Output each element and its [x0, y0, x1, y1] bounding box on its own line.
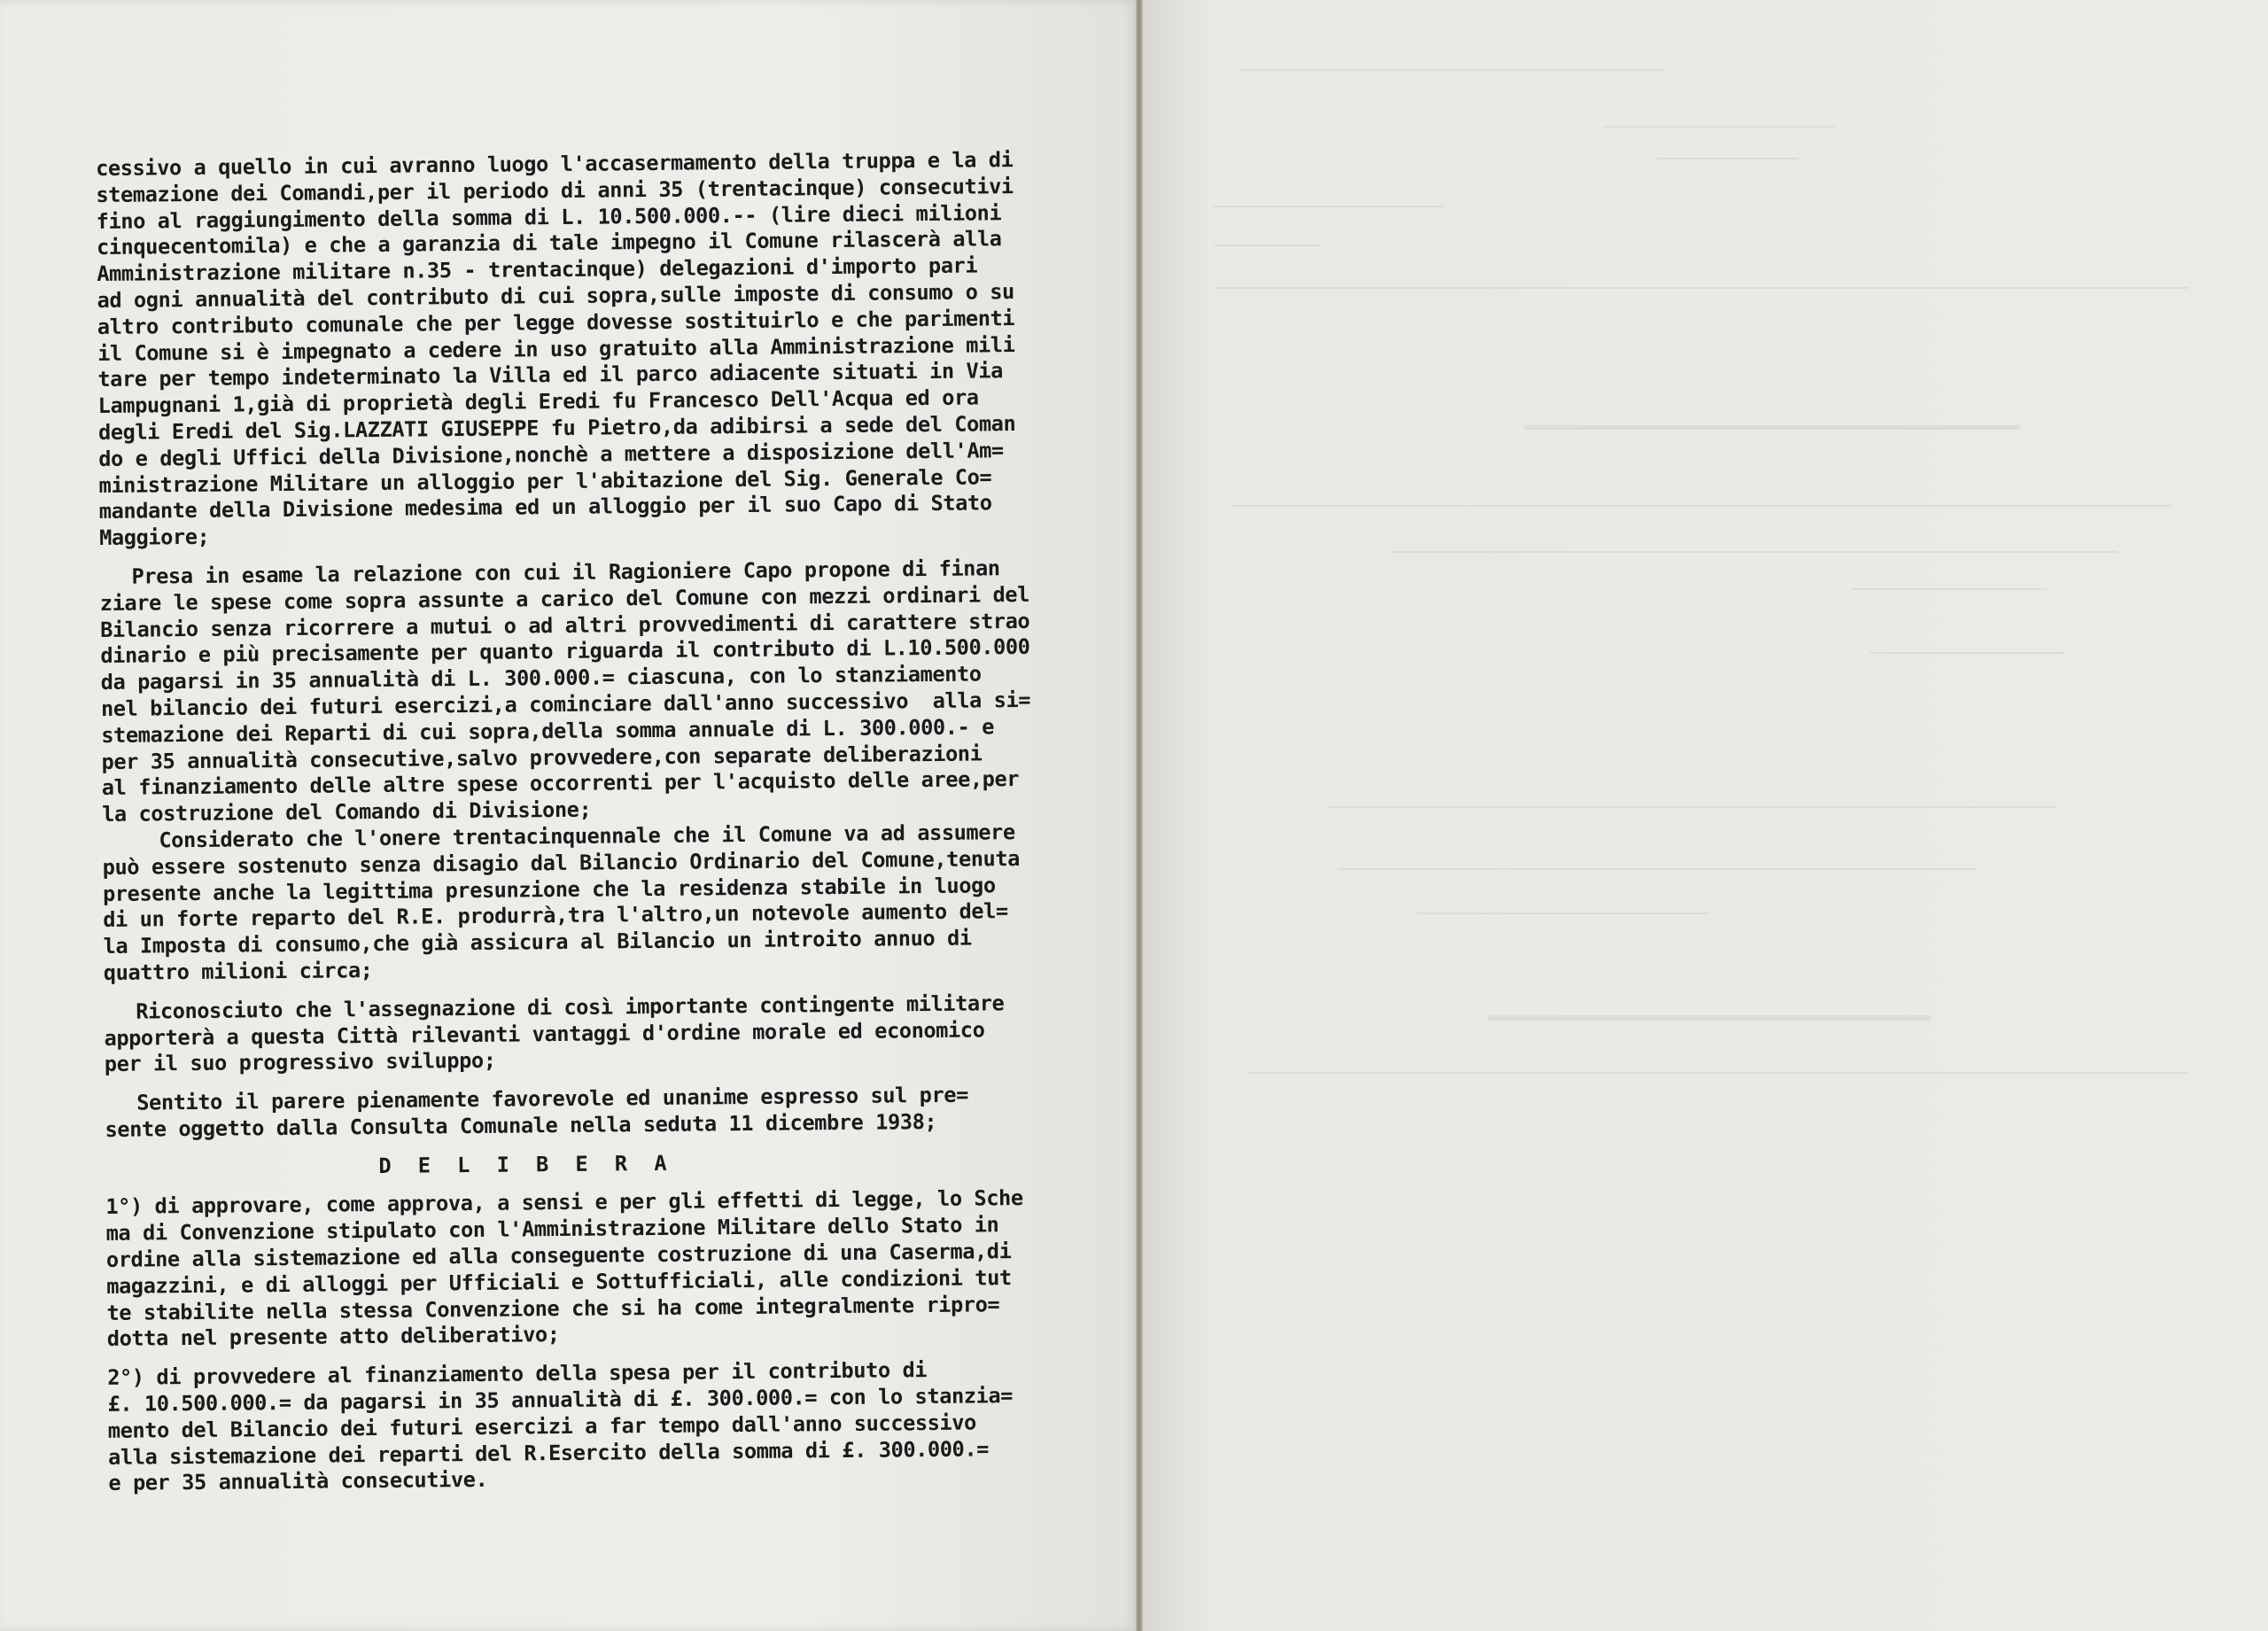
text-line: può essere sostenuto senza disagio dal Bilancio Ordinario del Comune,tenuta	[102, 845, 1021, 880]
show-through-mark	[1869, 652, 2064, 654]
text-line: 1°) di approvare, come approva, a sensi e per gli effetti di legge, lo Sche	[105, 1185, 1023, 1220]
paragraph-riconosciuto	[104, 990, 1123, 1078]
text-line: ministrazione Militare un alloggio per l'abitazione del Sig. Generale Co=	[98, 463, 992, 498]
text-line: 2°) di provvedere al finanziamento della spesa per il contributo di	[107, 1357, 928, 1391]
resolution-item-2	[107, 1355, 1127, 1497]
show-through-mark	[1338, 868, 1976, 870]
text-line: Bilancio senza ricorrere a mutui o ad altri provvedimenti di carattere strao	[99, 608, 1030, 642]
text-line: e per 35 annualità consecutive.	[108, 1467, 488, 1496]
text-line: te stabilite nella stessa Convenzione che si ha come integralmente ripro=	[106, 1291, 1000, 1325]
text-line: la costruzione del Comando di Divisione;	[101, 796, 592, 827]
text-line: ordine alla sistemazione ed alla conseguente costruzione di una Caserma,di	[105, 1239, 1012, 1273]
text-line: dotta nel presente atto deliberativo;	[106, 1322, 560, 1352]
text-line: presente anche la legittima presunzione che la residenza stabile in luogo	[102, 872, 996, 906]
text-line: Sentito il parere pienamente favorevole ed unanime espresso sul pre=	[136, 1082, 969, 1115]
text-line: alla sistemazione dei reparti del R.Esercito della somma di £. 300.000.=	[107, 1436, 990, 1470]
right-page	[1143, 0, 2268, 1631]
show-through-mark	[1418, 913, 1710, 914]
text-line: magazzini, e di alloggi per Ufficiali e Sottufficiali, alle condizioni tut	[106, 1265, 1012, 1299]
text-line: fino al raggiungimento della somma di L. 10.500.000.-- (lire dieci milioni	[96, 199, 1002, 234]
show-through-mark	[1214, 287, 2188, 289]
paragraph-sentito	[105, 1081, 1124, 1144]
text-line: di un forte reparto del R.E. produrrà,tra l'altro,un notevole aumento del=	[103, 898, 1008, 933]
show-through-mark	[1240, 69, 1666, 71]
text-line: quattro milioni circa;	[103, 957, 373, 985]
text-line: Lampugnani 1,già di proprietà degli Eredi fu Francesco Dell'Acqua ed ora	[97, 384, 979, 419]
paragraph-opening	[96, 146, 1118, 552]
text-line: per il suo progressivo sviluppo;	[104, 1048, 496, 1077]
show-through-mark	[1657, 158, 1798, 159]
text-line: cinquecentomila) e che a garanzia di tale impegno il Comune rilascerà alla	[96, 226, 1002, 260]
text-line: altro contributo comunale che per legge dovesse sostituirlo e che parimenti	[97, 305, 1015, 339]
text-line: per 35 annualità consecutive,salvo provvedere,con separate deliberazioni	[101, 740, 983, 774]
text-line: stemazione dei Comandi,per il periodo di anni 35 (trentacinque) consecutivi	[96, 173, 1014, 207]
show-through-mark	[1329, 806, 2055, 808]
text-line: ma di Convenzione stipulato con l'Amministrazione Militare dello Stato in	[105, 1212, 999, 1247]
resolution-item-1	[105, 1184, 1126, 1353]
typed-text-block	[96, 146, 1127, 1497]
text-line: ad ogni annualità del contributo di cui sopra,sulle imposte di consumo o su	[97, 279, 1015, 313]
text-line: degli Eredi del Sig.LAZZATI GIUSEPPE fu Pietro,da adibirsi a sede del Coman	[97, 411, 1016, 445]
text-line: apporterà a questa Città rilevanti vantaggi d'ordine morale ed economico	[104, 1016, 985, 1051]
text-line: ziare le spese come sopra assunte a carico del Comune con mezzi ordinari del	[99, 581, 1030, 616]
text-line: Amministrazione militare n.35 - trentacinque) delegazioni d'importo pari	[97, 252, 978, 287]
text-line: do e degli Uffici della Divisione,nonchè a mettere a disposizione dell'Am=	[98, 437, 1004, 471]
show-through-mark	[1524, 425, 2020, 430]
show-through-mark	[1214, 245, 1320, 246]
text-line: mandante della Divisione medesima ed un alloggio per il suo Capo di Stato	[98, 490, 992, 524]
text-line: al finanziamento delle altre spese occorrenti per l'acquisto delle aree,per	[101, 766, 1020, 801]
show-through-mark	[1214, 206, 1444, 207]
text-line: Presa in esame la relazione con cui il Ragioniere Capo propone di finan	[131, 555, 1000, 589]
show-through-mark	[1249, 1072, 2188, 1074]
text-line: mento del Bilancio dei futuri esercizi a far tempo dall'anno successivo	[107, 1410, 977, 1443]
text-line: stemazione dei Reparti di cui sopra,della somma annuale di L. 300.000.- e	[101, 714, 995, 748]
text-line: la Imposta di consumo,che già assicura al Bilancio un introito annuo di	[103, 925, 972, 959]
text-line: da pagarsi in 35 annualità di L. 300.000.= ciascuna, con lo stanziamento	[100, 661, 982, 695]
show-through-mark	[1852, 588, 2047, 590]
show-through-mark	[1391, 551, 2117, 553]
text-line: Considerato che l'onere trentacinquennale che il Comune va ad assumere	[159, 819, 1015, 853]
show-through-mark	[1488, 1015, 1931, 1021]
paragraph-presa-in-esame	[99, 555, 1121, 828]
text-line: il Comune si è impegnato a cedere in uso gratuito alla Amministrazione mili	[97, 331, 1015, 366]
show-through-mark	[1604, 126, 1834, 128]
text-line: tare per tempo indeterminato la Villa ed il parco adiacente situati in Via	[97, 358, 1004, 392]
text-line: dinario e più precisamente per quanto riguarda il contributo di L.10.500.000	[100, 634, 1030, 669]
paragraph-considerato	[102, 819, 1122, 987]
page-gutter	[1136, 0, 1143, 1631]
text-line: cessivo a quello in cui avranno luogo l'accasermamento della truppa e la di	[96, 147, 1014, 181]
delibera-heading: D E L I B E R A	[378, 1150, 674, 1178]
text-line: Riconosciuto che l'assegnazione di così importante contingente militare	[136, 990, 1005, 1024]
text-line: Maggiore;	[99, 524, 210, 551]
text-line: sente oggetto dalla Consulta Comunale nella seduta 11 dicembre 1938;	[105, 1108, 937, 1142]
text-line: £. 10.500.000.= da pagarsi in 35 annualità di £. 300.000.= con lo stanzia=	[107, 1383, 1014, 1417]
show-through-mark	[1231, 505, 2171, 507]
text-line: nel bilancio dei futuri esercizi,a cominciare dall'anno successivo alla si=	[100, 687, 1031, 721]
